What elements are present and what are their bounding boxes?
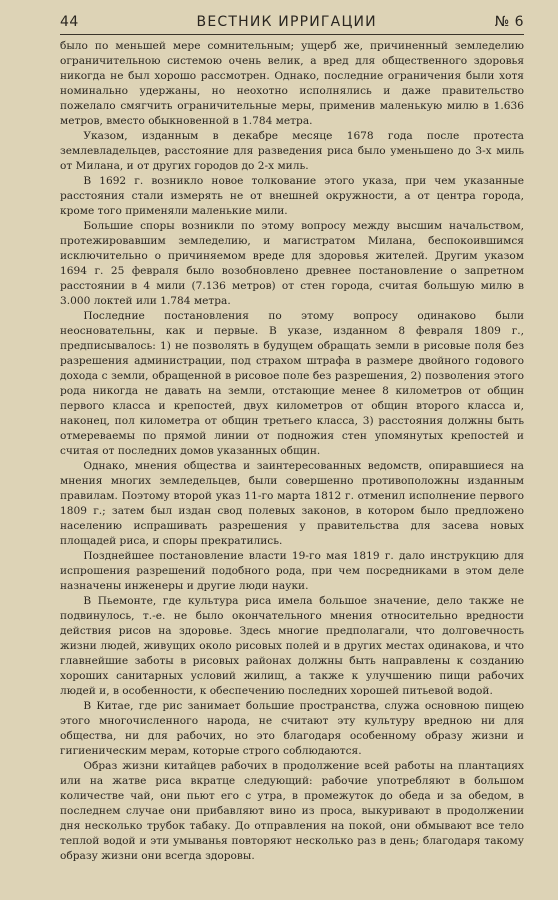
paragraph: Образ жизни китайцев рабочих в продолжение всей работы на плантациях или на жатве риса вкратце следующий: рабочие употребляют в большом количестве чай, они пьют его с утра, в промежуток до обеда и за обедом, в последнем случае они прибавляют вино из проса, выкуривают в продолжении дня несколько трубок табаку. До отправления на покой, они обмывают все тело теплой водой и эти умыванья повторяют несколько раз в день; благодаря такому образу жизни они всегда здоровы.: [60, 760, 524, 862]
paragraph: В 1692 г. возникло новое толкование этого указа, при чем указанные расстояния стали измерять не от внешней окружности, а от центра города, кроме того применяли маленькие мили.: [60, 175, 524, 217]
paragraph: Указом, изданным в декабре месяце 1678 года после протеста землевладельцев, расстояние для разведения риса было уменьшено до 3-х миль от Милана, и от других городов до 2-х миль.: [60, 130, 524, 172]
paragraph: В Пьемонте, где культура риса имела большое значение, дело также не подвинулось, т.-е. не было окончательного мнения относительно вредности действия рисов на здоровье. Здесь многие предполагали, что долговечность жизни людей, живущих около рисовых полей и в других местах одинакова, и что главнейшие заботы в рисовых районах должны быть направлены к созданию хороших санитарных условий жилищ, а также к улучшению пищи рабочих людей и, в особенности, к обеспечению последних хорошей питьевой водой.: [60, 595, 524, 697]
paragraph: В Китае, где рис занимает большие пространства, служа основною пищею этого многочисленного народа, не считают эту культуру вредною ни для общества, ни для рабочих, но это благодаря особенному образу жизни и гигиеническим мерам, которые строго соблюдаются.: [60, 700, 524, 757]
paragraph: Позднейшее постановление власти 19-го мая 1819 г. дало инструкцию для испрошения разрешений подобного рода, при чем посредниками в этом деле назначены инженеры и другие люди науки.: [60, 550, 524, 592]
page-number: 44: [60, 14, 79, 30]
issue-number: № 6: [494, 14, 524, 30]
paragraph: Большие споры возникли по этому вопросу между высшим начальством, протежировавшим земледелию, и магистратом Милана, беспокоившимся исключительно о причиняемом вреде для здоровья жителей. Другим указом 1694 г. 25 февраля было возобновлено древнее постановление о запретном расстоянии в 4 мили (7.136 метров) от стен города, считая большую милю в 3.000 локтей или 1.784 метра.: [60, 220, 524, 307]
paragraph: Однако, мнения общества и заинтересованных ведомств, опиравшиеся на мнения многих земледельцев, были совершенно противоположны изданным правилам. Поэтому второй указ 11-го марта 1812 г. отменил исполнение первого 1809 г.; затем был издан свод полевых законов, в котором было предложено населению испрашивать разрешения у правительства для засева новых площадей риса, и споры прекратились.: [60, 460, 524, 547]
running-header: [60, 14, 524, 35]
paragraph: Последние постановления по этому вопросу одинаково были неосновательны, как и первые. В указе, изданном 8 февраля 1809 г., предписывалось: 1) не позволять в будущем обращать земли в рисовые поля без разрешения администрации, под страхом штрафа в размере двойного годового дохода с земли, обращенной в рисовое поле без разрешения, 2) позволения этого рода никогда не давать на земли, отстающие менее 8 километров от общин первого класса и крепостей, двух километров от общин второго класса и, наконец, пол километра от общин третьего класса, 3) расстояния должны быть отмереваемы по прямой линии от подножия стен упомянутых крепостей и считая от последних домов указанных общин.: [60, 310, 524, 457]
body-text: [60, 39, 524, 864]
journal-title: ВЕСТНИК ИРРИГАЦИИ: [196, 14, 377, 30]
paragraph: было по меньшей мере сомнительным; ущерб же, причиненный земледелию ограничительною системою очень велик, а вред для общественного здоровья никогда не был хорошо рассмотрен. Однако, последние ограничения были хотя номинально удержаны, но неохотно исполнялись и даже правительство пожелало смягчить ограничительные меры, применив маленькую милю в 1.636 метров, вместо обыкновенной в 1.784 метра.: [60, 40, 524, 127]
